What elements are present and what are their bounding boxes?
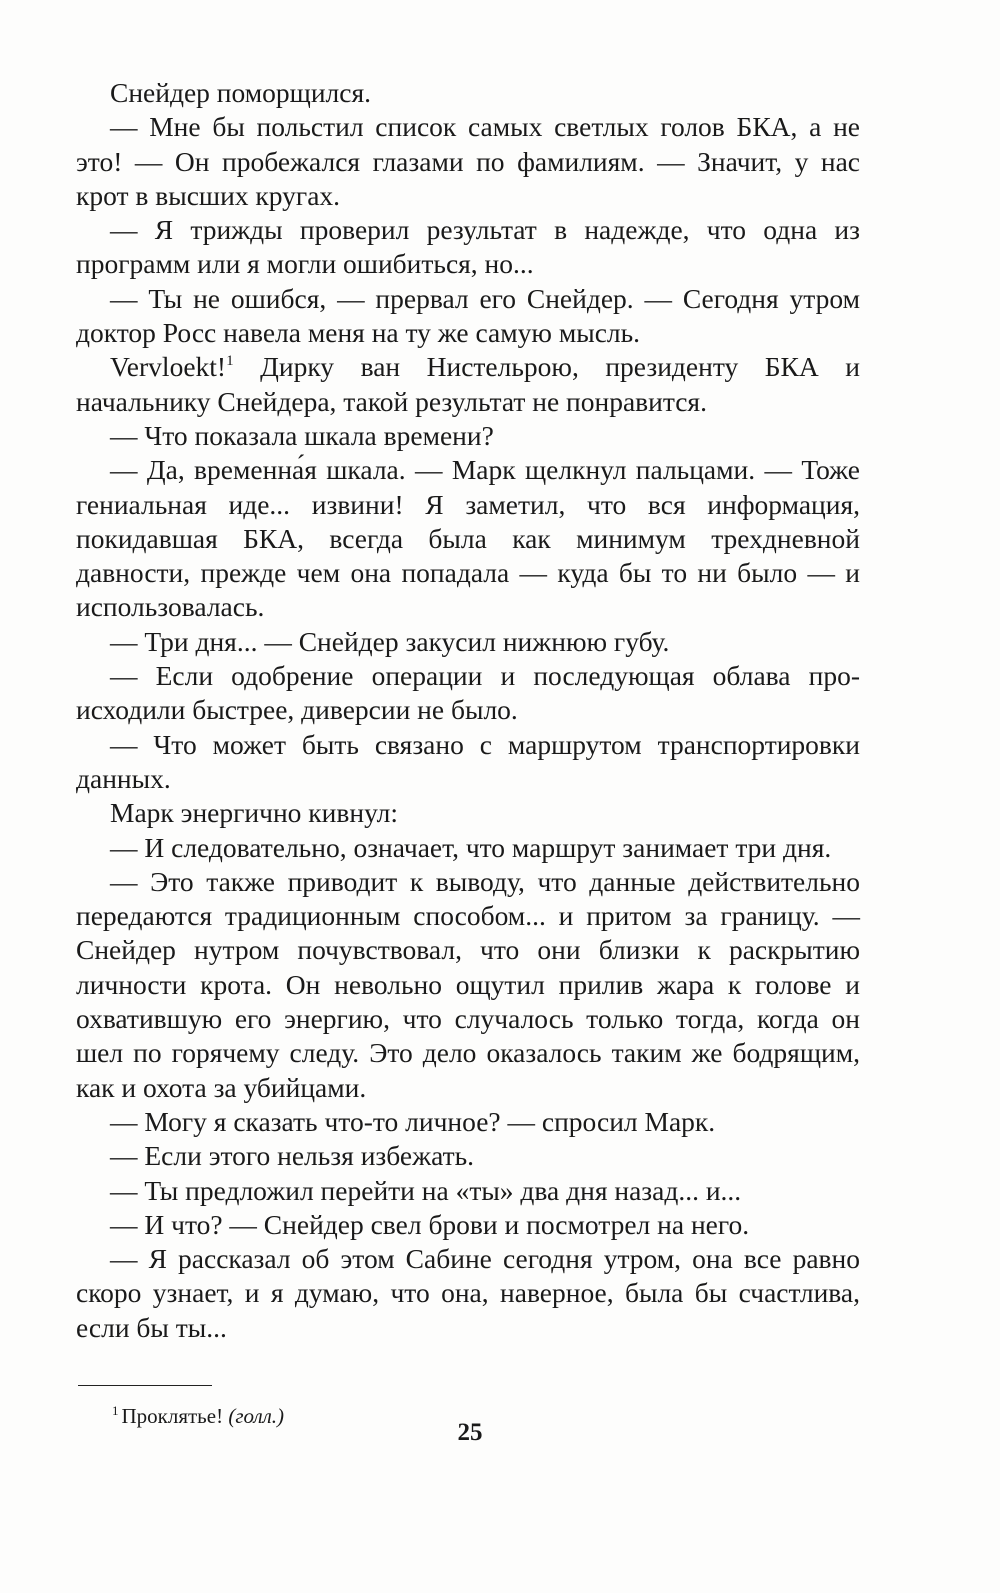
paragraph: Снейдер поморщился.	[110, 77, 371, 108]
footnote-reference: 1	[226, 353, 234, 370]
paragraph: — И что? — Снейдер свел брови и посмотрел на него.	[110, 1208, 750, 1240]
page-number: 25	[457, 1419, 483, 1446]
paragraph: — Мне бы польстил список самых светлых голов БКА, а не это! — Он пробежался глазами по фамилиям. — Значит, у нас крот в высших кругах.	[76, 111, 860, 211]
footnote-marker: 1	[112, 1403, 119, 1419]
footnote-text: Проклятье!	[121, 1404, 224, 1428]
footnote-divider	[78, 1385, 212, 1386]
paragraph: — Если одобрение операции и последующая облава происходили быстрее, диверсии не было.	[76, 660, 860, 726]
paragraph: — Три дня... — Снейдер закусил нижнюю губу.	[110, 625, 670, 657]
paragraph: — И следовательно, означает, что маршрут занимает три дня.	[110, 831, 832, 863]
paragraph: Марк энергично кивнул:	[110, 797, 398, 829]
paragraph: — Это также приводит к выводу, что данные действительно передаются традиционным способом... и притом за границу. — Снейдер нутром почувствовал, что они близки к раскрытию личности крота. Он невольно ощутил прилив жара к голове и охватившую его энергию, что случалось только тогда, когда он шел по горячему следу. Это дело оказалось таким же бодрящим, как и охота за убийцами.	[76, 865, 860, 1103]
body-text	[76, 76, 860, 1345]
paragraph: — Что может быть связано с маршрутом транспортировки данных.	[76, 728, 860, 794]
paragraph: — Ты не ошибся, — прервал его Снейдер. — Сегодня утром доктор Росс навела меня на ту же самую мысль.	[76, 282, 860, 349]
paragraph: — Да, временна́я шкала. — Марк щелкнул пальцами. — Тоже гениальная иде... извини! Я заметил, что вся информация, покидавшая БКА, всегда была как минимум трехдневной давности, прежде чем она попадала — куда бы то ни было — и использовалась.	[76, 454, 860, 623]
paragraph: — Я рассказал об этом Сабине сегодня утром, она все равно скоро узнает, и я думаю, что она, наверное, была бы счастлива, если бы ты...	[76, 1243, 860, 1343]
paragraph: — Если этого нельзя избежать.	[110, 1140, 475, 1172]
paragraph: — Что показала шкала времени?	[110, 419, 494, 451]
foreign-word: Vervloekt!	[110, 351, 227, 383]
footnote-source: (голл.)	[228, 1404, 285, 1428]
paragraph: — Я трижды проверил результат в надежде, что одна из программ или я могли ошибиться, но...	[76, 214, 860, 280]
paragraph: — Могу я сказать что-то личное? — спросил Марк.	[110, 1105, 716, 1137]
paragraph-text: Дирку ван Нистельрою, президенту БКА и начальнику Снейдера, такой результат не понравится.	[76, 351, 860, 417]
paragraph-with-footnote	[76, 350, 860, 419]
paragraph: — Ты предложил перейти на «ты» два дня назад... и...	[110, 1174, 742, 1206]
